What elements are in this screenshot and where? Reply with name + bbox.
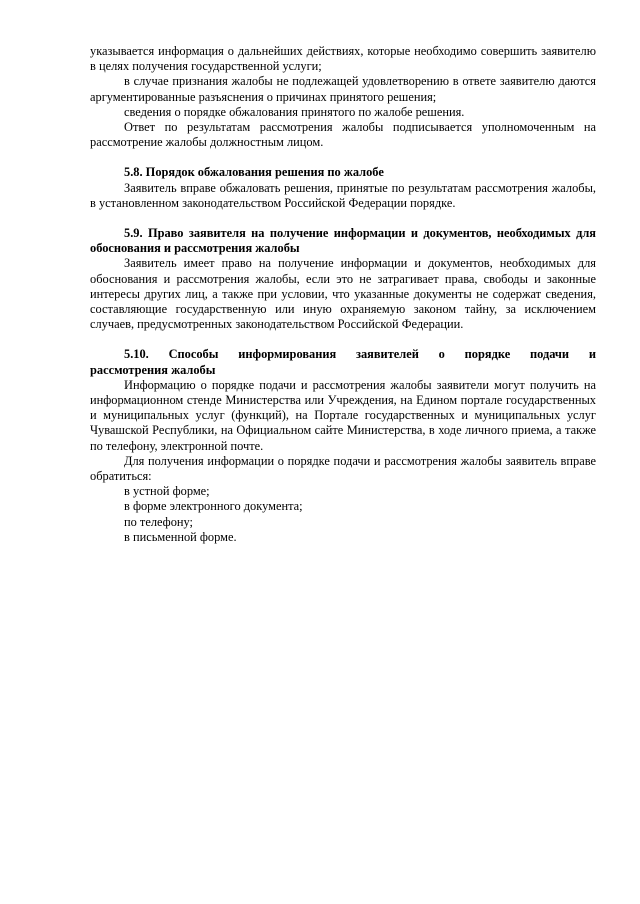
section-gap (90, 332, 596, 347)
section-5-8-title: 5.8. Порядок обжалования решения по жалобе (124, 165, 384, 180)
list-item-oral: в устной форме; (124, 484, 210, 499)
section-gap (90, 150, 596, 165)
list-item-written: в письменной форме. (124, 529, 237, 544)
intro-paragraph-3: сведения о порядке обжалования принятого по жалобе решения. (124, 104, 465, 119)
section-5-8-paragraph-1: Заявитель вправе обжаловать решения, принятые по результатам рассмотрения жалобы, в установленном законодательством Российской Федерации порядке. (90, 180, 596, 210)
list-item-phone: по телефону; (124, 514, 194, 529)
section-5-10-paragraph-2: Для получения информации о порядке подачи и рассмотрения жалобы заявитель вправе обратиться: (90, 453, 596, 484)
section-gap (90, 211, 596, 226)
document-page (90, 44, 596, 545)
section-5-9-paragraph-1: Заявитель имеет право на получение информации и документов, необходимых для обоснования и рассмотрения жалобы, если это не затрагивает права, свободы и законные интересы других лиц, а также при условии, что указанные документы не содержат сведения, составляющие государственную или иную охраняемую законом тайну, за исключением случаев, предусмотренных законодательством Российской Федерации. (90, 256, 596, 332)
intro-paragraph-2: в случае признания жалобы не подлежащей удовлетворению в ответе заявителю даются аргументированные разъяснения о причинах принятого решения; (90, 74, 596, 104)
section-5-10-title-line-2: рассмотрения жалобы (90, 362, 216, 377)
list-item-electronic: в форме электронного документа; (124, 499, 303, 514)
section-5-10-title-line-1: 5.10. Способы информирования заявителей о порядке подачи и (124, 347, 596, 362)
section-5-9-title: 5.9. Право заявителя на получение информации и документов, необходимых для обоснования и рассмотрения жалобы (90, 226, 596, 256)
intro-paragraph-4: Ответ по результатам рассмотрения жалобы подписывается уполномоченным на рассмотрение жалобы должностным лицом. (90, 120, 596, 150)
section-5-10-paragraph-1: Информацию о порядке подачи и рассмотрения жалобы заявители могут получить на информационном стенде Министерства или Учреждения, на Едином портале государственных и муниципальных услуг (функций), на Портале государственных и муниципальных услуг Чувашской Республики, на Официальном сайте Министерства, в ходе личного приема, а также по телефону, электронной почте. (90, 377, 596, 453)
intro-paragraph-1: указывается информация о дальнейших действиях, которые необходимо совершить заявителю в целях получения государственной услуги; (90, 44, 596, 74)
